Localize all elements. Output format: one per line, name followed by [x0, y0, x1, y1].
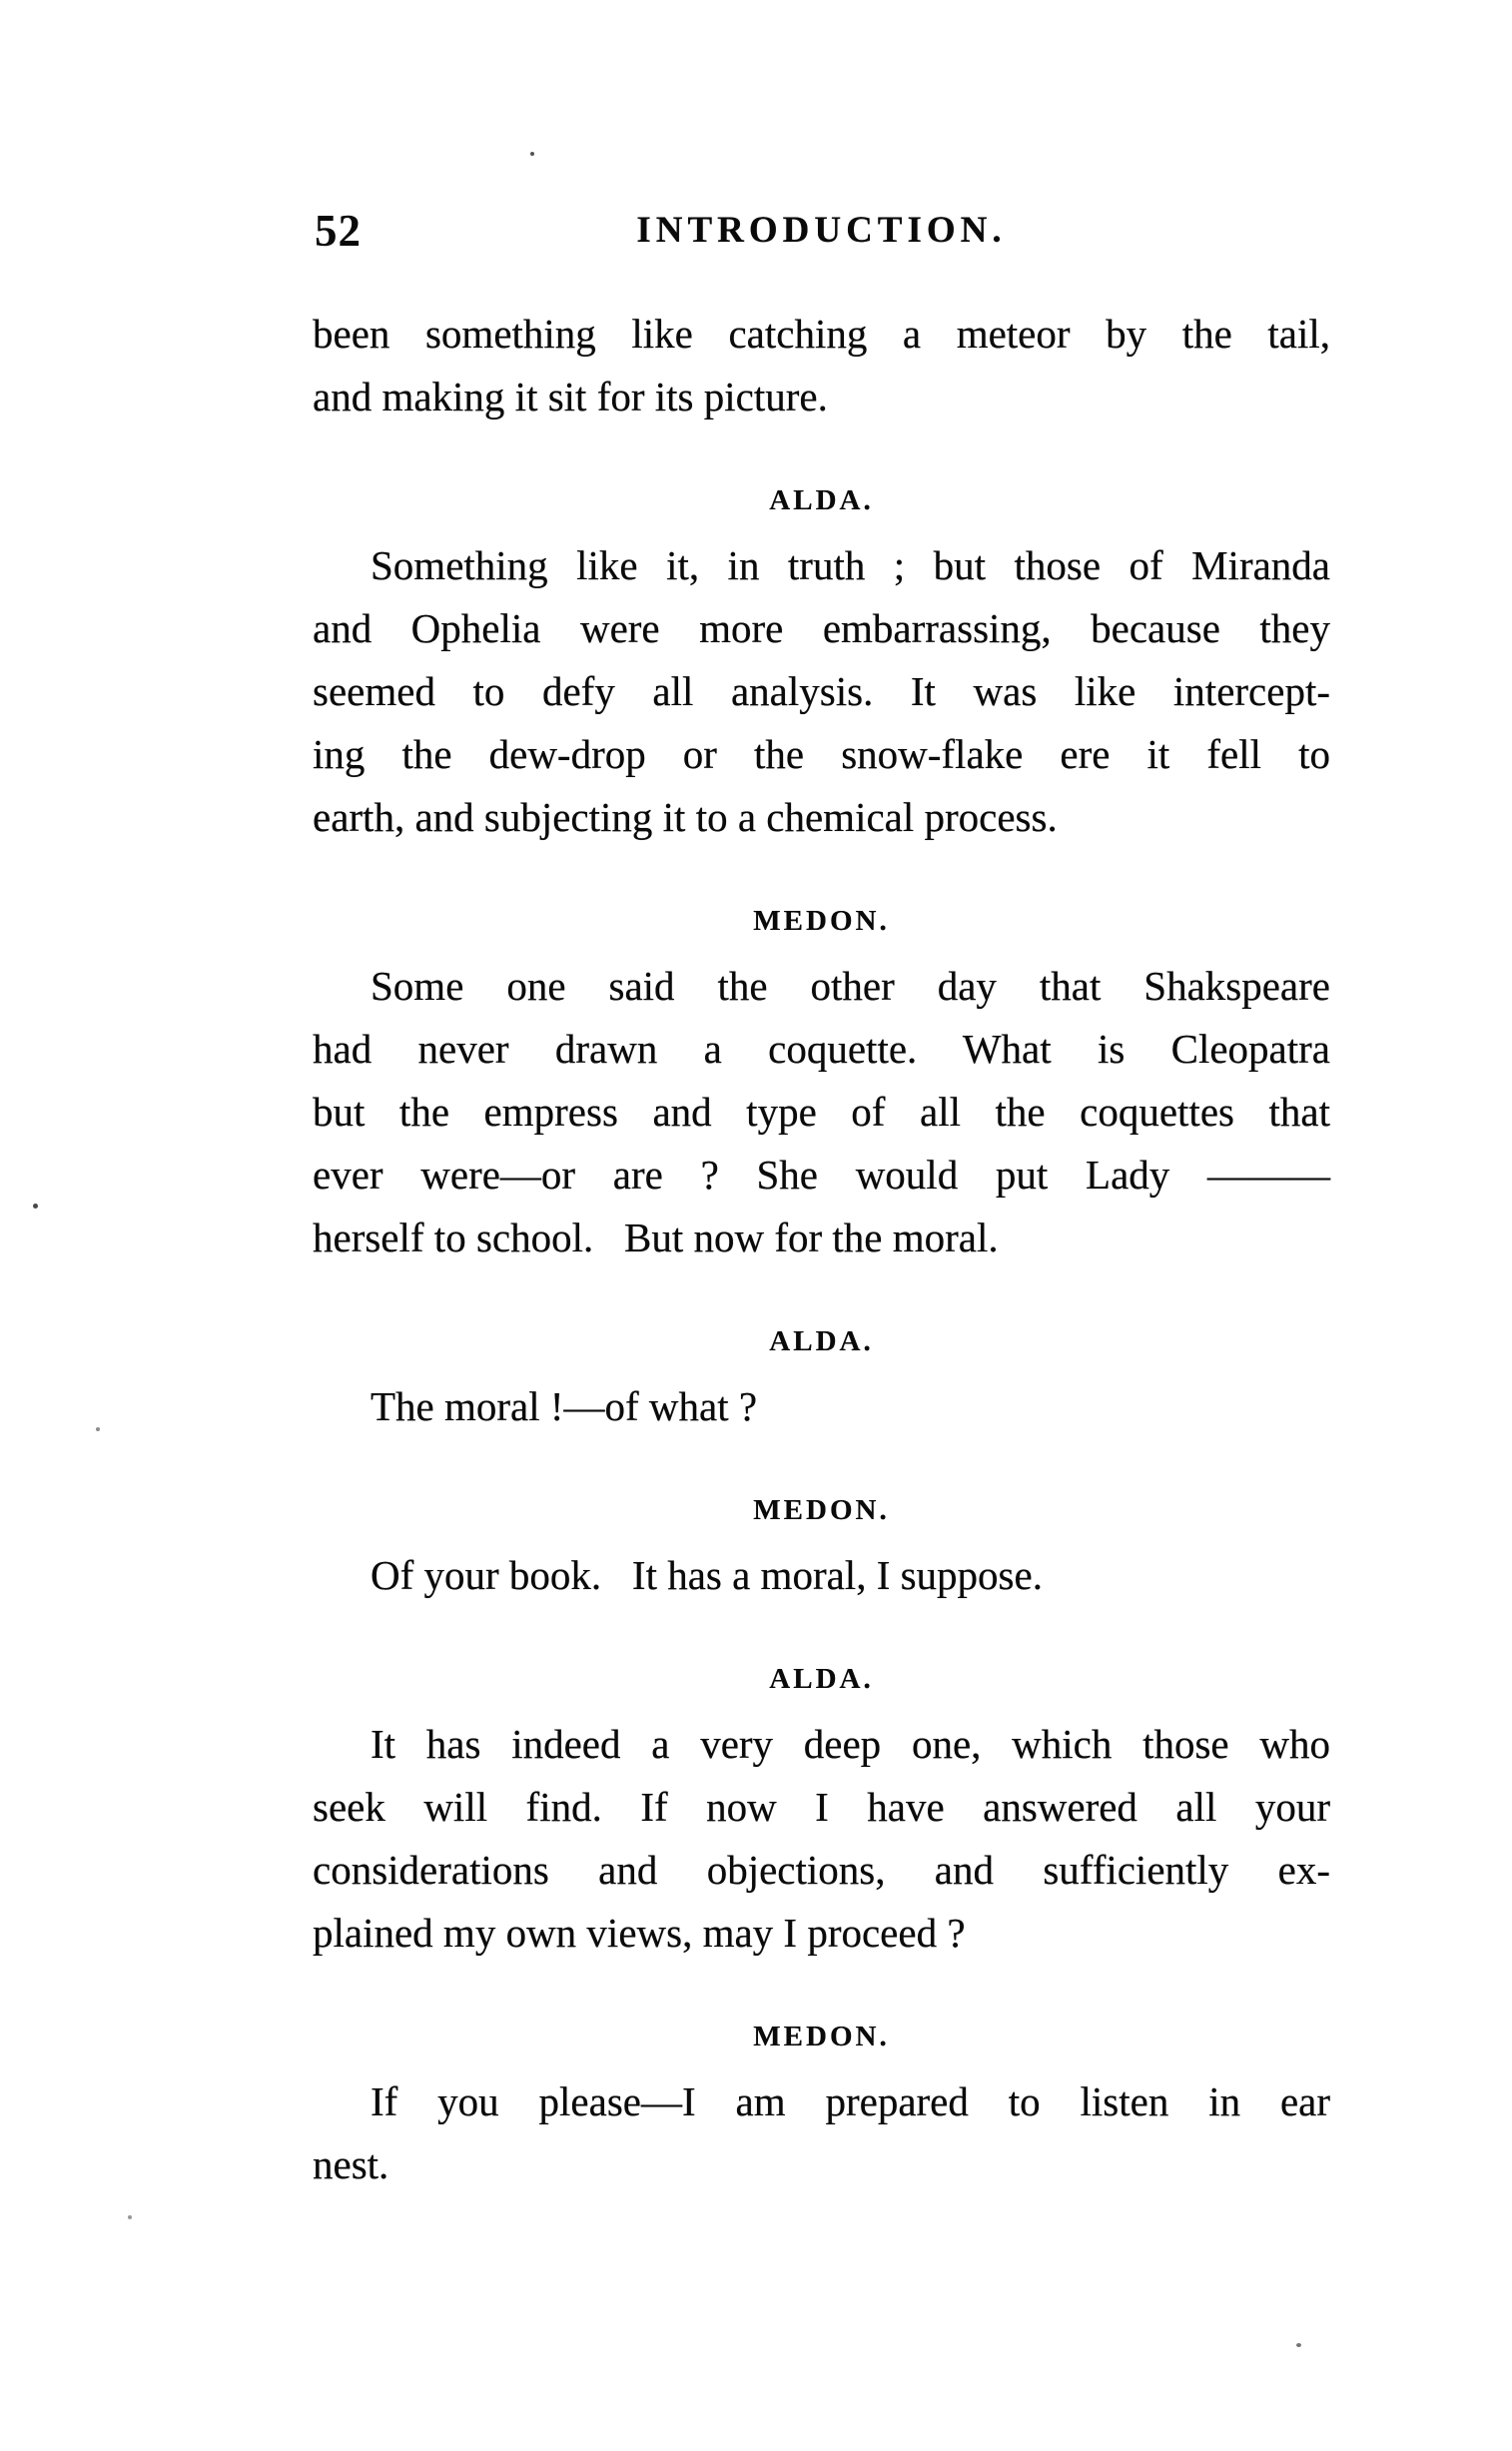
- paragraph: [313, 2070, 1330, 2196]
- running-title: INTRODUCTION.: [636, 210, 1007, 251]
- page-body: [313, 303, 1330, 2196]
- paragraph: [313, 955, 1330, 1269]
- text-line: earth, and subjecting it to a chemical process.: [313, 794, 1058, 840]
- text-line: and making it sit for its picture.: [313, 374, 828, 419]
- text-line: seek will find. If now I have answered all your: [313, 1784, 1330, 1830]
- text-line: ing the dew-drop or the snow-flake ere it fell to: [313, 731, 1330, 777]
- text-line: It has indeed a very deep one, which those who: [371, 1721, 1330, 1767]
- paragraph: [313, 534, 1330, 849]
- page-content: [313, 205, 1330, 2196]
- paragraph: [313, 1544, 1330, 1607]
- paragraph: [313, 1375, 1330, 1438]
- text-line: ever were—or are ? She would put Lady ———: [313, 1152, 1330, 1198]
- paragraph: [313, 1713, 1330, 1965]
- text-line: been something like catching a meteor by the tail,: [313, 311, 1330, 357]
- scan-speck: [33, 1204, 38, 1209]
- paragraph: [313, 303, 1330, 428]
- speaker-heading: ALDA.: [769, 484, 874, 516]
- text-line: The moral !—of what ?: [371, 1383, 758, 1429]
- text-line: If you please—I am prepared to listen in ear: [371, 2078, 1330, 2124]
- speaker-heading: ALDA.: [769, 1663, 874, 1695]
- scan-speck: [128, 2215, 132, 2219]
- page-number: 52: [315, 206, 362, 256]
- text-line: Something like it, in truth ; but those of Miranda: [371, 542, 1330, 588]
- scan-speck: [1296, 2343, 1301, 2347]
- scan-speck: [530, 152, 534, 156]
- text-line: plained my own views, may I proceed ?: [313, 1910, 966, 1956]
- speaker-heading: MEDON.: [753, 905, 890, 937]
- scan-speck: [96, 1427, 100, 1431]
- speaker-heading: MEDON.: [753, 2021, 890, 2052]
- speaker-heading: ALDA.: [769, 1325, 874, 1357]
- page-header: [313, 205, 1330, 257]
- text-line: nest.: [313, 2141, 389, 2187]
- text-line: considerations and objections, and sufficiently ex-: [313, 1847, 1330, 1893]
- text-line: seemed to defy all analysis. It was like intercept-: [313, 668, 1330, 714]
- text-line: and Ophelia were more embarrassing, because they: [313, 605, 1330, 651]
- speaker-heading: MEDON.: [753, 1494, 890, 1526]
- text-line: Of your book. It has a moral, I suppose.: [371, 1552, 1043, 1598]
- text-line: but the empress and type of all the coquettes that: [313, 1089, 1330, 1135]
- text-line: herself to school. But now for the moral.: [313, 1215, 999, 1260]
- text-line: Some one said the other day that Shakspeare: [371, 963, 1330, 1009]
- text-line: had never drawn a coquette. What is Cleopatra: [313, 1026, 1330, 1072]
